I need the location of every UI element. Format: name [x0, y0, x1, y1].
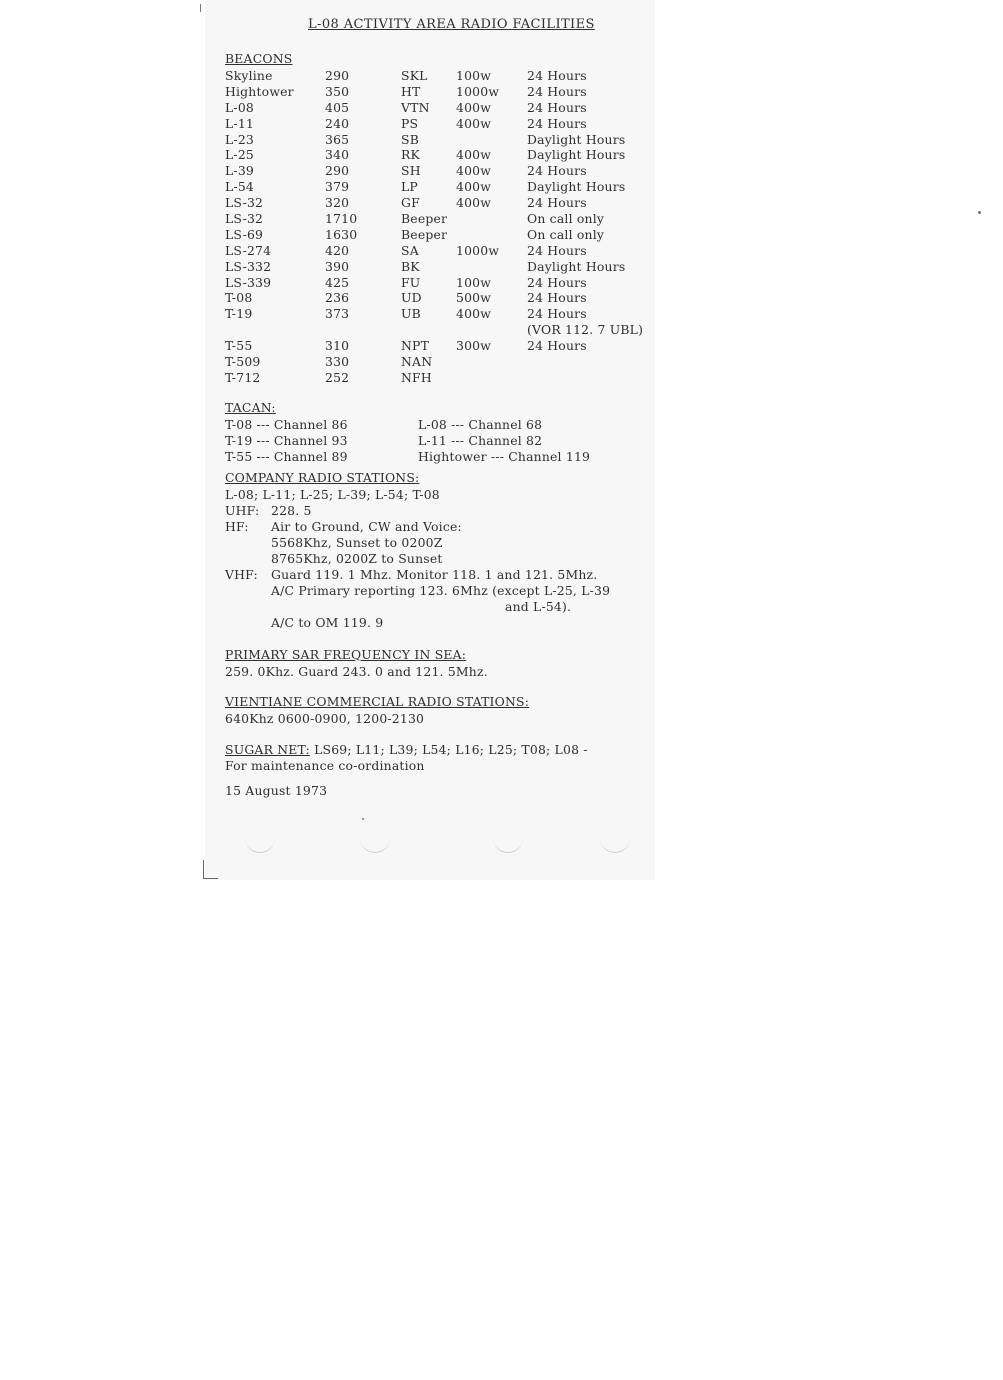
- sugar-line: [225, 742, 665, 758]
- beacon-freq: 330: [325, 354, 350, 370]
- document-body: [225, 14, 665, 799]
- beacon-ident: NPT: [401, 338, 430, 354]
- beacon-power: 400w: [456, 115, 492, 131]
- beacon-freq: 240: [325, 115, 350, 131]
- beacon-hours: 24 Hours: [527, 306, 587, 322]
- beacon-hours: 24 Hours: [527, 195, 587, 211]
- sar-text: 259. 0Khz. Guard 243. 0 and 121. 5Mhz.: [225, 663, 488, 679]
- beacon-hours: 24 Hours: [527, 274, 587, 290]
- beacon-ident: NFH: [401, 369, 432, 385]
- beacon-name: T-712: [225, 369, 261, 385]
- beacon-name: T-509: [225, 354, 261, 370]
- beacon-hours: On call only: [527, 226, 605, 242]
- beacon-power: 400w: [456, 99, 492, 115]
- beacon-hours: Daylight Hours: [527, 147, 626, 163]
- tacan-left-1: T-19 --- Channel 93: [225, 432, 348, 448]
- vhf-line-0: Guard 119. 1 Mhz. Monitor 118. 1 and 121. 5Mhz.: [271, 566, 598, 582]
- beacon-power: 100w: [456, 274, 492, 290]
- hf-line-2: 8765Khz, 0200Z to Sunset: [271, 551, 443, 567]
- beacon-ident: GF: [401, 195, 420, 211]
- sugar-purpose: For maintenance co-ordination: [225, 758, 425, 774]
- vientiane-text: 640Khz 0600-0900, 1200-2130: [225, 711, 425, 727]
- beacon-hours: 24 Hours: [527, 163, 587, 179]
- sar-heading: PRIMARY SAR FREQUENCY IN SEA:: [225, 646, 467, 662]
- beacon-row: [225, 68, 665, 84]
- beacon-name: T-19: [225, 306, 253, 322]
- beacon-name: Hightower: [225, 83, 294, 99]
- beacon-name: L-54: [225, 179, 254, 195]
- company-stations: L-08; L-11; L-25; L-39; L-54; T-08: [225, 487, 440, 503]
- vhf-line: [225, 567, 665, 583]
- beacon-name: L-23: [225, 131, 254, 147]
- tacan-row: [225, 433, 665, 449]
- tacan-row: [225, 449, 665, 465]
- tacan-right-2: Hightower --- Channel 119: [418, 448, 591, 464]
- beacon-ident: RK: [401, 147, 420, 163]
- beacon-name: LS-69: [225, 226, 264, 242]
- beacon-power: 1000w: [456, 83, 500, 99]
- vientiane-heading: VIENTIANE COMMERCIAL RADIO STATIONS:: [225, 694, 530, 710]
- beacon-name: LS-32: [225, 195, 264, 211]
- beacon-hours: 24 Hours: [527, 83, 587, 99]
- beacon-row: [225, 84, 665, 100]
- beacon-freq: 236: [325, 290, 350, 306]
- beacon-row: [225, 290, 665, 306]
- beacon-ident: UD: [401, 290, 422, 306]
- beacon-ident: SA: [401, 242, 419, 258]
- vhf-line-last: A/C to OM 119. 9: [271, 614, 384, 630]
- vhf-line-1: A/C Primary reporting 123. 6Mhz (except L-25, L-39: [271, 582, 611, 598]
- beacon-row: [225, 243, 665, 259]
- beacon-ident: UB: [401, 306, 421, 322]
- beacon-name: LS-332: [225, 258, 272, 274]
- vhf-label: VHF:: [225, 566, 258, 582]
- beacon-hours: 24 Hours: [527, 99, 587, 115]
- beacon-name: L-25: [225, 147, 254, 163]
- beacon-row: [225, 179, 665, 195]
- beacon-freq: 425: [325, 274, 350, 290]
- beacon-row: [225, 195, 665, 211]
- beacon-ident: FU: [401, 274, 421, 290]
- beacon-power: 100w: [456, 68, 492, 83]
- beacon-ident: BK: [401, 258, 420, 274]
- beacon-ident: SB: [401, 131, 419, 147]
- beacon-hours: On call only: [527, 211, 605, 227]
- scan-speck: [362, 818, 364, 820]
- beacon-row: [225, 163, 665, 179]
- sugar-stations: LS69; L11; L39; L54; L16; L25; T08; L08 -: [309, 742, 588, 758]
- tacan-left-2: T-55 --- Channel 89: [225, 448, 348, 464]
- uhf-value: 228. 5: [271, 503, 312, 519]
- tacan-right-1: L-11 --- Channel 82: [418, 432, 543, 448]
- beacon-freq: 320: [325, 195, 350, 211]
- beacon-row: [225, 147, 665, 163]
- beacon-name: L-08: [225, 99, 254, 115]
- beacon-hours: 24 Hours: [527, 115, 587, 131]
- scan-speck: [978, 211, 981, 214]
- beacon-row: [225, 275, 665, 291]
- beacons-table: [225, 68, 665, 322]
- beacon-hours: 24 Hours: [527, 68, 587, 83]
- beacon-ident: SKL: [401, 68, 428, 83]
- beacon-name: L-39: [225, 163, 254, 179]
- beacon-name: LS-32: [225, 211, 264, 227]
- beacon-ident: Beeper: [401, 226, 448, 242]
- beacon-name: T-08: [225, 290, 253, 306]
- beacon-freq: 379: [325, 179, 350, 195]
- beacon-freq: 420: [325, 242, 350, 258]
- beacon-freq: 1710: [325, 211, 358, 227]
- vhf-line-cont: and L-54).: [505, 598, 572, 614]
- beacon-power: 400w: [456, 147, 492, 163]
- beacon-name: LS-339: [225, 274, 272, 290]
- beacon-ident: NAN: [401, 354, 433, 370]
- t19-vor-note: (VOR 112. 7 UBL): [527, 322, 644, 338]
- beacon-ident: LP: [401, 179, 418, 195]
- beacon-name: L-11: [225, 115, 254, 131]
- beacon-name: T-55: [225, 338, 253, 354]
- beacon-ident: Beeper: [401, 211, 448, 227]
- beacon-row: [225, 306, 665, 322]
- beacon-row: [225, 354, 665, 370]
- hf-line-0: Air to Ground, CW and Voice:: [271, 519, 462, 535]
- beacons-heading: BEACONS: [225, 51, 293, 66]
- beacon-freq: 340: [325, 147, 350, 163]
- beacon-row: [225, 370, 665, 386]
- uhf-line: [225, 503, 665, 519]
- beacon-hours: Daylight Hours: [527, 258, 626, 274]
- beacon-row: [225, 211, 665, 227]
- company-heading: COMPANY RADIO STATIONS:: [225, 470, 420, 486]
- beacon-power: 400w: [456, 163, 492, 179]
- beacon-freq: 290: [325, 68, 350, 83]
- beacon-freq: 290: [325, 163, 350, 179]
- beacon-power: 400w: [456, 195, 492, 211]
- beacon-hours: 24 Hours: [527, 290, 587, 306]
- beacon-freq: 1630: [325, 226, 358, 242]
- beacon-power: 500w: [456, 290, 492, 306]
- tacan-right-0: L-08 --- Channel 68: [418, 416, 543, 432]
- document-title: L-08 ACTIVITY AREA RADIO FACILITIES: [308, 17, 595, 32]
- tacan-row: [225, 417, 665, 433]
- beacon-freq: 252: [325, 369, 350, 385]
- beacon-hours: 24 Hours: [527, 242, 587, 258]
- beacon-row: [225, 100, 665, 116]
- beacon-row: [225, 132, 665, 148]
- document-date: 15 August 1973: [225, 783, 328, 799]
- sugar-heading: SUGAR NET:: [225, 742, 310, 758]
- scan-speck: [200, 4, 201, 12]
- beacon-row: [225, 338, 665, 354]
- tacan-left-0: T-08 --- Channel 86: [225, 416, 348, 432]
- beacon-freq: 405: [325, 99, 350, 115]
- beacon-hours: 24 Hours: [527, 338, 587, 354]
- beacon-freq: 373: [325, 306, 350, 322]
- beacon-freq: 390: [325, 258, 350, 274]
- uhf-label: UHF:: [225, 503, 260, 519]
- beacon-freq: 310: [325, 338, 350, 354]
- beacon-freq: 365: [325, 131, 350, 147]
- hf-line-1: 5568Khz, Sunset to 0200Z: [271, 535, 443, 551]
- beacon-ident: PS: [401, 115, 419, 131]
- beacon-hours: Daylight Hours: [527, 179, 626, 195]
- hf-line: [225, 519, 665, 535]
- beacon-ident: SH: [401, 163, 421, 179]
- beacon-row: [225, 259, 665, 275]
- beacons-table-continued: [225, 338, 665, 386]
- page-corner-mark: [203, 860, 218, 879]
- beacon-power: 400w: [456, 306, 492, 322]
- beacon-name: LS-274: [225, 242, 272, 258]
- hf-label: HF:: [225, 519, 249, 535]
- tacan-heading: TACAN:: [225, 399, 276, 415]
- beacon-row: [225, 227, 665, 243]
- beacon-ident: VTN: [401, 99, 430, 115]
- beacon-name: Skyline: [225, 68, 273, 83]
- beacon-ident: HT: [401, 83, 421, 99]
- beacon-hours: Daylight Hours: [527, 131, 626, 147]
- beacon-freq: 350: [325, 83, 350, 99]
- beacon-power: 1000w: [456, 242, 500, 258]
- beacon-power: 300w: [456, 338, 492, 354]
- beacon-power: 400w: [456, 179, 492, 195]
- beacon-row: [225, 116, 665, 132]
